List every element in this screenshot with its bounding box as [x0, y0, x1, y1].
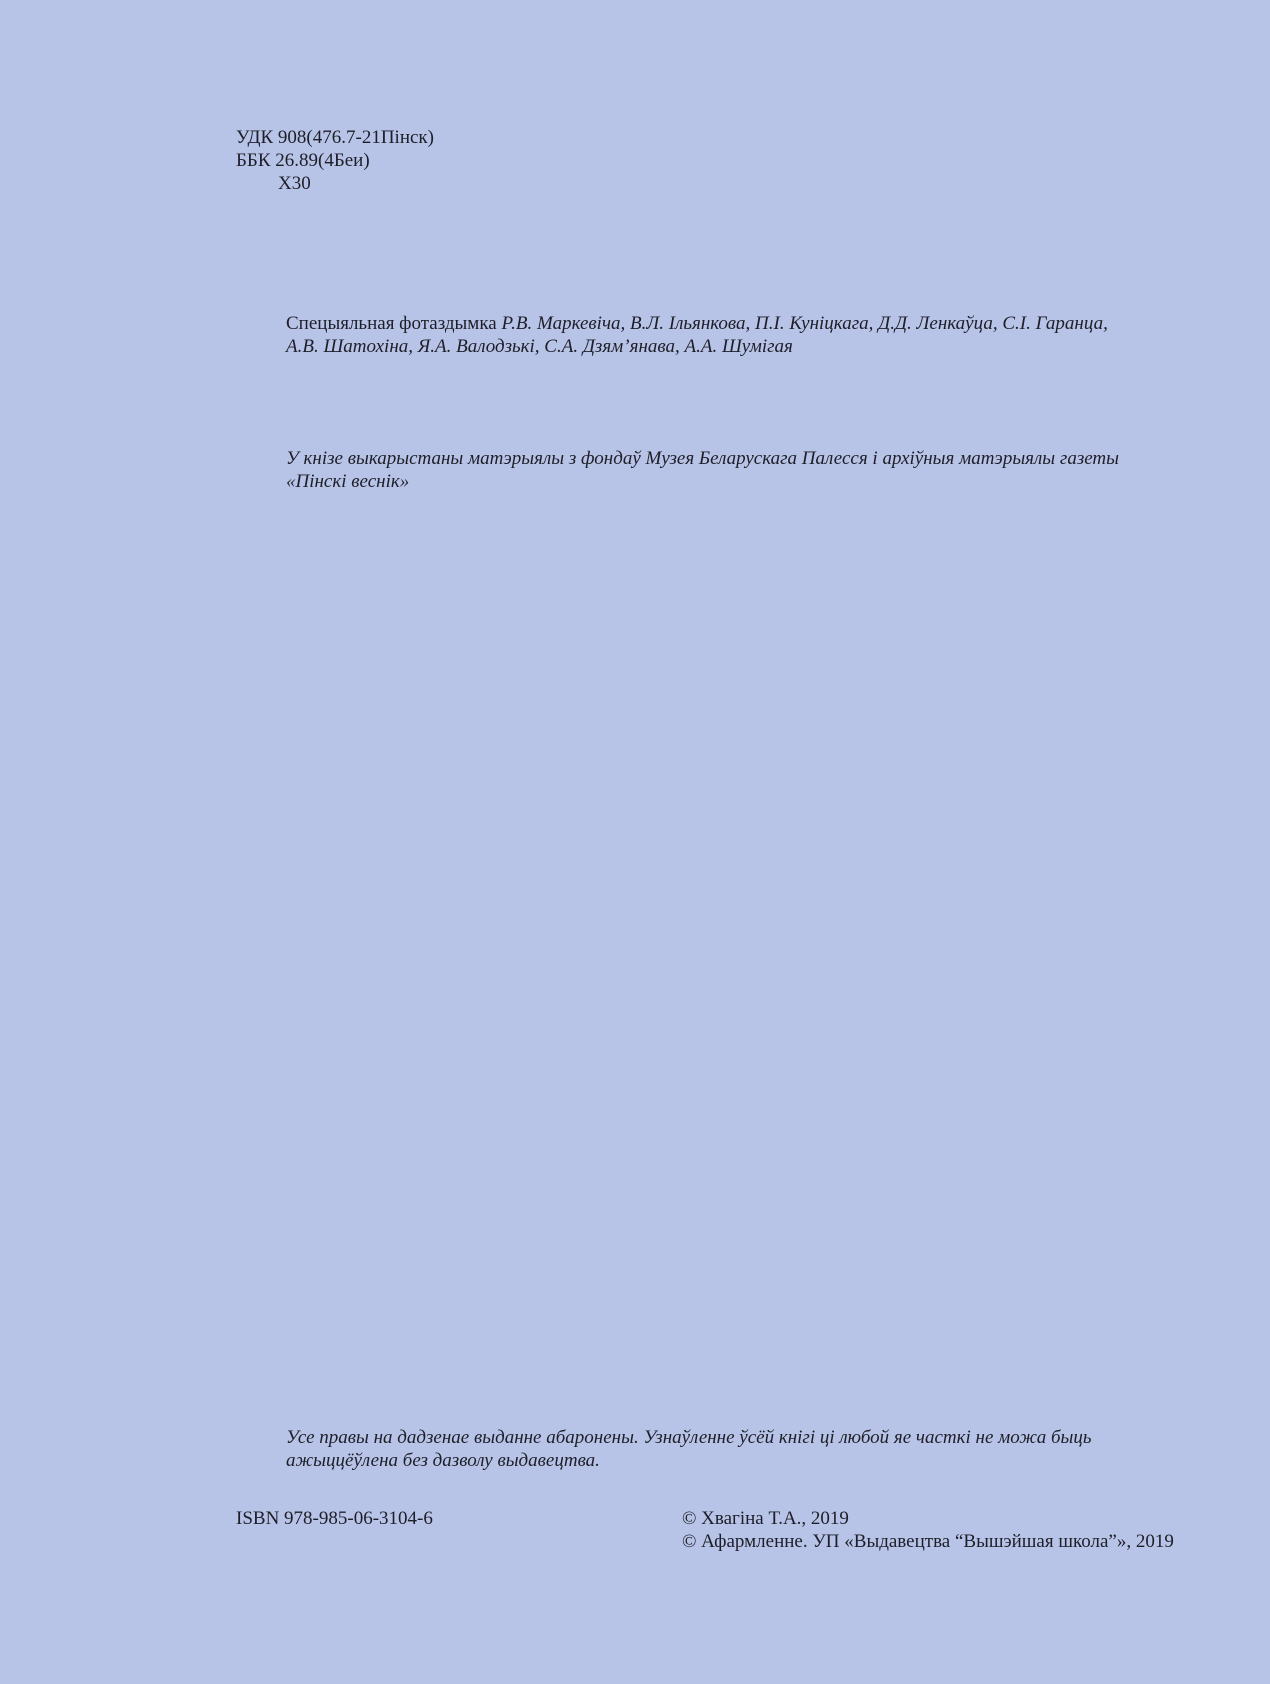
bbk-code: ББК 26.89(4Беи): [236, 150, 370, 171]
photographer-names-1: Р.В. Маркевіча, В.Л. Ільянкова, П.І. Куніцкага, Д.Д. Ленкаўца, С.І. Гаранца,: [501, 313, 1108, 334]
rights-note-line-1: Усе правы на дадзенае выданне абаронены. Узнаўленне ўсёй кнігі ці любой яе часткі не можа быць: [286, 1427, 1092, 1448]
classification-codes: [236, 126, 434, 195]
materials-note-line-1: У кнізе выкарыстаны матэрыялы з фондаў Музея Беларускага Палесся і архіўныя матэрыялы газеты: [286, 448, 1120, 469]
rights-note: [286, 1426, 1092, 1472]
author-mark: Х30: [278, 173, 311, 194]
photo-credits-line-1: [286, 312, 1108, 335]
isbn: ISBN 978-985-06-3104-6: [236, 1508, 433, 1529]
photo-credits: [286, 312, 1108, 358]
photo-credits-label: Спецыяльная фотаздымка: [286, 313, 502, 334]
materials-note-line-2: «Пінскі веснік»: [286, 471, 410, 492]
materials-note: [286, 447, 1119, 493]
photographer-names-2: А.В. Шатохіна, Я.А. Валодзькі, С.А. Дзям’янава, А.А. Шумігая: [286, 336, 793, 357]
copyright-author: © Хвагіна Т.А., 2019: [682, 1508, 849, 1529]
copyright-block: [682, 1507, 1174, 1553]
rights-note-line-2: ажыццёўлена без дазволу выдавецтва.: [286, 1450, 600, 1471]
udk-code: УДК 908(476.7-21Пінск): [236, 127, 434, 148]
copyright-design: © Афармленне. УП «Выдавецтва “Вышэйшая школа”», 2019: [682, 1531, 1174, 1552]
